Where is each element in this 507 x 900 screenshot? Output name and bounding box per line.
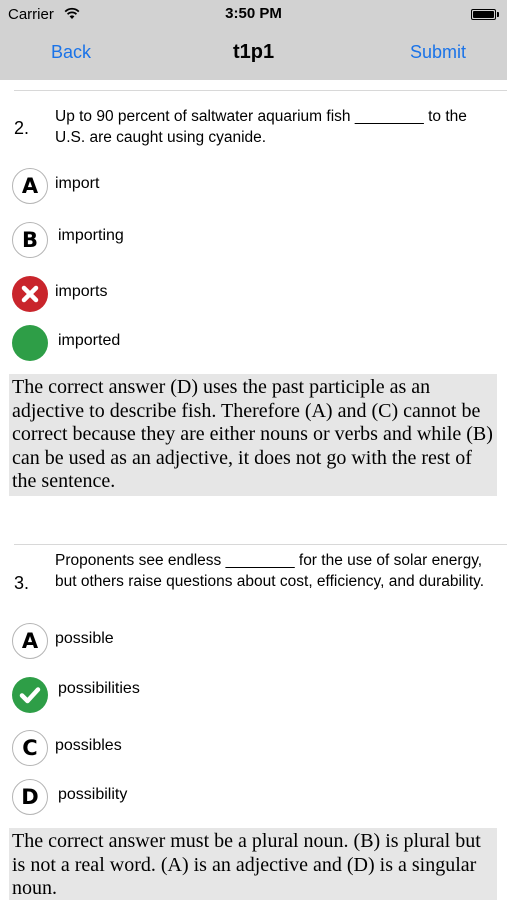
option-label: possible	[55, 630, 114, 647]
divider	[14, 90, 507, 91]
carrier-label: Carrier	[8, 6, 54, 23]
battery-icon	[471, 9, 496, 20]
option-d[interactable]	[12, 325, 312, 361]
option-c[interactable]	[12, 276, 312, 312]
option-a-badge: A	[12, 623, 48, 659]
option-b-badge: B	[12, 222, 48, 258]
status-bar	[0, 0, 507, 28]
option-a-badge: A	[12, 168, 48, 204]
green-dot-icon	[12, 325, 48, 361]
option-label: import	[55, 175, 100, 192]
option-a[interactable]	[12, 168, 312, 204]
question-number: 2.	[14, 118, 30, 138]
option-b[interactable]	[12, 222, 312, 258]
answer-explanation: The correct answer (D) uses the past participle as an adjective to describe fish. Therefore (A) and (C) cannot be correct because they are either nouns or verbs and while (B) can be used as an adjective, it does not go with the rest of the sentence.	[9, 374, 497, 496]
page-title: t1p1	[232, 41, 275, 63]
option-a[interactable]	[12, 623, 312, 659]
option-c-badge: C	[12, 730, 48, 766]
x-icon	[12, 276, 48, 312]
back-button[interactable]: Back	[51, 42, 92, 62]
option-c[interactable]	[12, 730, 312, 766]
question-text: Up to 90 percent of saltwater aquarium fish ________ to the U.S. are caught using cyanide.	[55, 108, 467, 146]
submit-button[interactable]: Submit	[410, 42, 467, 62]
option-label: possibles	[55, 737, 122, 754]
option-label: imports	[55, 283, 108, 300]
clock: 3:50 PM	[225, 5, 282, 22]
question-number: 3.	[14, 573, 30, 593]
option-d-badge: D	[12, 779, 48, 815]
answer-explanation: The correct answer must be a plural noun. (B) is plural but is not a real word. (A) is an adjective and (D) is a singular noun.	[9, 828, 497, 900]
option-d[interactable]	[12, 779, 312, 815]
option-label: importing	[58, 227, 124, 244]
option-b[interactable]	[12, 677, 312, 713]
option-label: possibility	[58, 786, 128, 803]
divider	[14, 544, 507, 545]
option-label: imported	[58, 332, 121, 349]
question-text: Proponents see endless ________ for the use of solar energy, but others raise questions about cost, efficiency, and durability.	[55, 552, 485, 590]
option-label: possibilities	[58, 680, 140, 697]
battery-tip	[497, 12, 499, 17]
checkmark-icon	[12, 677, 48, 713]
navigation-bar	[0, 28, 507, 80]
